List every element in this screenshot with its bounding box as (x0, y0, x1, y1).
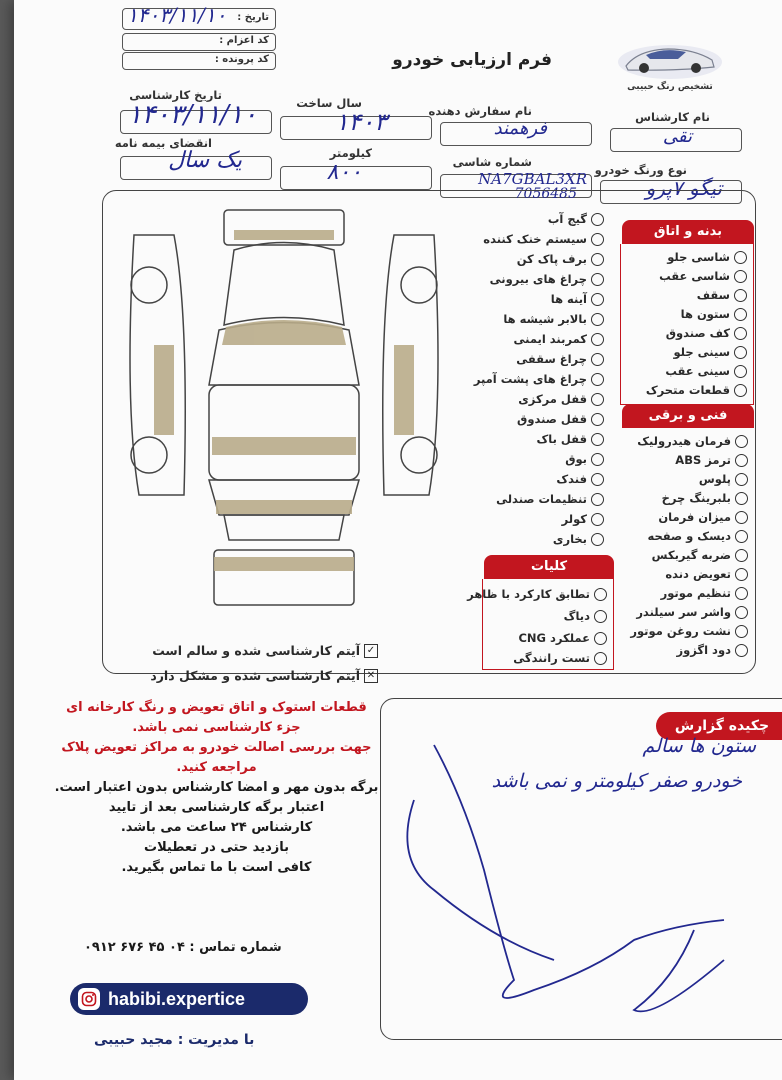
instagram-text: habibi.expertice (108, 988, 246, 1009)
option-item[interactable]: بخاری (553, 532, 604, 546)
date-field[interactable] (122, 3, 276, 30)
option-item[interactable]: چراغ سقفی (516, 352, 604, 366)
checkmark-icon: ✓ (364, 644, 378, 658)
body-item[interactable]: سقف (697, 288, 747, 302)
check-circle-icon (591, 373, 604, 386)
tech-section-box (622, 428, 754, 666)
check-circle-icon (591, 433, 604, 446)
option-item[interactable]: قفل باک (537, 432, 605, 446)
km-value: ۸۰۰ (326, 160, 362, 185)
note-line: اعتبار برگه کارشناسی بعد از تایید (108, 800, 325, 815)
submit-code-field[interactable] (122, 33, 276, 51)
check-circle-icon (591, 533, 604, 546)
check-circle-icon (594, 652, 607, 665)
tech-item[interactable]: دیسک و صفحه (647, 529, 748, 543)
option-item[interactable]: آینه ها (551, 292, 604, 306)
tech-item[interactable]: پلوس (699, 472, 748, 486)
option-item[interactable]: کولر (562, 512, 604, 526)
check-circle-icon (591, 293, 604, 306)
summary-line-2: خودرو صفر کیلومتر و نمی باشد (491, 770, 742, 792)
options-list (473, 212, 604, 562)
check-circle-icon (591, 413, 604, 426)
note-line: برگه بدون مهر و امضا کارشناس بدون اعتبار است. (54, 780, 379, 795)
check-circle-icon (735, 587, 748, 600)
check-circle-icon (591, 233, 604, 246)
tech-item[interactable]: میزان فرمان (658, 510, 748, 524)
km-label: کیلومتر (329, 146, 372, 160)
summary-line-1: ستون ها سالم (642, 735, 756, 757)
note-line: کارشناس ۲۴ ساعت می باشد. (120, 820, 313, 835)
chassis-label: شماره شاسی (452, 155, 532, 169)
general-section-header: کلیات (484, 555, 614, 579)
car-diagram-trunk (224, 515, 344, 540)
check-circle-icon (591, 273, 604, 286)
tech-item[interactable]: ضربه گیربکس (652, 548, 748, 562)
check-circle-icon (591, 253, 604, 266)
chassis-value-2: 7056485 (514, 186, 577, 202)
body-item[interactable]: قطعات متحرک (646, 383, 747, 397)
tech-item[interactable]: ترمز ABS (675, 453, 748, 467)
expert-name-value: تقی (662, 126, 692, 147)
check-circle-icon (734, 270, 747, 283)
check-circle-icon (735, 473, 748, 486)
check-circle-icon (591, 393, 604, 406)
check-circle-icon (734, 365, 747, 378)
evaluation-form-sheet (14, 0, 782, 1080)
check-circle-icon (735, 549, 748, 562)
check-circle-icon (734, 308, 747, 321)
legend-ok: ✓ آیتم کارشناسی شده و سالم است (152, 643, 378, 658)
tech-item[interactable]: فرمان هیدرولیک (637, 434, 748, 448)
check-circle-icon (594, 588, 607, 601)
summary-header: چکیده گزارش (656, 712, 782, 740)
check-circle-icon (591, 513, 604, 526)
form-title: فرم ارزیابی خودرو (392, 50, 552, 70)
file-code-field[interactable] (122, 52, 276, 70)
general-item[interactable]: تست رانندگی (513, 651, 607, 665)
check-circle-icon (734, 384, 747, 397)
check-circle-icon (735, 568, 748, 581)
check-circle-icon (591, 313, 604, 326)
tech-item[interactable]: تنظیم موتور (661, 586, 748, 600)
option-item[interactable]: قفل صندوق (517, 412, 604, 426)
check-circle-icon (594, 610, 607, 623)
option-item[interactable]: بالابر شیشه ها (503, 312, 604, 326)
note-line: کافی است با ما تماس بگیرید. (121, 860, 312, 875)
build-year-label: سال ساخت (296, 96, 362, 110)
check-circle-icon (594, 632, 607, 645)
option-item[interactable]: تنظیمات صندلی (496, 492, 604, 506)
body-section-header: بدنه و اتاق (622, 220, 754, 244)
check-circle-icon (591, 333, 604, 346)
inspection-date-label: تاریخ کارشناسی (129, 88, 222, 102)
tech-item[interactable]: تعویض دنده (665, 567, 748, 581)
check-circle-icon (735, 454, 748, 467)
tech-item[interactable]: بلبرینگ چرخ (662, 491, 748, 505)
check-circle-icon (734, 346, 747, 359)
note-line: جزء کارشناسی نمی باشد. (132, 720, 301, 735)
check-circle-icon (734, 289, 747, 302)
notes-block (44, 698, 389, 878)
tech-item[interactable]: نشت روغن موتور (630, 624, 748, 638)
option-item[interactable]: قفل مرکزی (518, 392, 604, 406)
date-value: ۱۴۰۳/۱۱/۱۰ (127, 3, 227, 27)
body-item[interactable]: شاسی عقب (659, 269, 747, 283)
check-circle-icon (735, 511, 748, 524)
tech-item[interactable]: واشر سر سیلندر (636, 605, 748, 619)
inspection-date-value: ۱۴۰۳/۱۱/۱۰ (127, 100, 257, 130)
body-item[interactable]: سینی عقب (665, 364, 747, 378)
signature (394, 740, 782, 1040)
car-type-value: تیگو ۷پرو (645, 176, 722, 200)
option-item[interactable]: فندک (556, 472, 604, 486)
date-label: تاریخ : (237, 12, 269, 23)
general-section-box (467, 579, 614, 670)
check-circle-icon (591, 353, 604, 366)
body-section-box (620, 244, 754, 405)
note-line: قطعات استوک و اتاق تعویض و رنگ کارخانه ای (66, 700, 367, 715)
submit-code-label: کد اعزام : (219, 35, 269, 46)
note-line: مراجعه کنید. (176, 760, 257, 775)
option-item[interactable]: بوق (565, 452, 604, 466)
body-item[interactable]: کف صندوق (666, 326, 747, 340)
check-circle-icon (735, 435, 748, 448)
check-circle-icon (591, 453, 604, 466)
check-circle-icon (734, 327, 747, 340)
tech-section-header: فنی و برقی (622, 404, 754, 428)
instagram-handle[interactable] (70, 983, 308, 1015)
option-item[interactable]: کمربند ایمنی (513, 332, 604, 346)
car-diagram-hood (224, 243, 344, 326)
check-circle-icon (591, 493, 604, 506)
phone-number: شماره تماس : ۰۴ ۴۵ ۶۷۶ ۰۹۱۲ (84, 940, 282, 955)
option-item[interactable]: گیج آب (548, 212, 604, 226)
legend-problem: ✕ آیتم کارشناسی شده و مشکل دارد (150, 668, 378, 683)
option-item[interactable]: چراغ های بیرونی (490, 272, 604, 286)
check-circle-icon (735, 625, 748, 638)
check-circle-icon (735, 606, 748, 619)
body-item[interactable]: شاسی جلو (667, 250, 747, 264)
option-item[interactable]: چراغ های پشت آمپر (474, 372, 604, 386)
expert-name-label: نام کارشناس (635, 110, 710, 124)
car-type-label: نوع ورنگ خودرو (594, 163, 687, 177)
check-circle-icon (734, 251, 747, 264)
option-item[interactable]: برف پاک کن (517, 252, 604, 266)
logo (616, 40, 724, 90)
general-item[interactable]: دیاگ (564, 609, 607, 623)
car-diagram (114, 205, 454, 625)
general-item[interactable]: عملکرد CNG (518, 631, 607, 645)
check-circle-icon (735, 530, 748, 543)
check-circle-icon (591, 473, 604, 486)
instagram-icon (78, 988, 100, 1010)
customer-label: نام سفارش دهنده (428, 104, 532, 118)
insurance-value: یک سال (168, 148, 242, 173)
body-item[interactable]: سینی جلو (673, 345, 747, 359)
check-circle-icon (735, 492, 748, 505)
note-line: بازدید حتی در تعطیلات (144, 840, 289, 855)
file-code-label: کد پرونده : (214, 54, 269, 65)
tech-item[interactable]: دود اگزوز (676, 643, 748, 657)
build-year-value: ۱۴۰۳ (335, 108, 387, 136)
option-item[interactable]: سیستم خنک کننده (483, 232, 604, 246)
car-diagram-roof (209, 385, 359, 480)
cross-icon: ✕ (364, 669, 378, 683)
insurance-label: انقضای بیمه نامه (114, 136, 212, 150)
body-item[interactable]: ستون ها (681, 307, 747, 321)
note-line: جهت بررسی اصالت خودرو به مراکز تعویض پلاک (61, 740, 372, 755)
check-circle-icon (735, 644, 748, 657)
car-logo-icon (616, 40, 724, 80)
manager-name: با مدیریت : مجید حبیبی (94, 1032, 255, 1048)
chassis-value: NA7GBAL3XR (478, 170, 587, 188)
logo-caption: تشخیص رنگ حبیبی (627, 82, 713, 92)
general-item[interactable]: تطابق کارکرد با ظاهر (467, 587, 607, 601)
check-circle-icon (591, 213, 604, 226)
customer-value: فرهمند (493, 118, 547, 139)
